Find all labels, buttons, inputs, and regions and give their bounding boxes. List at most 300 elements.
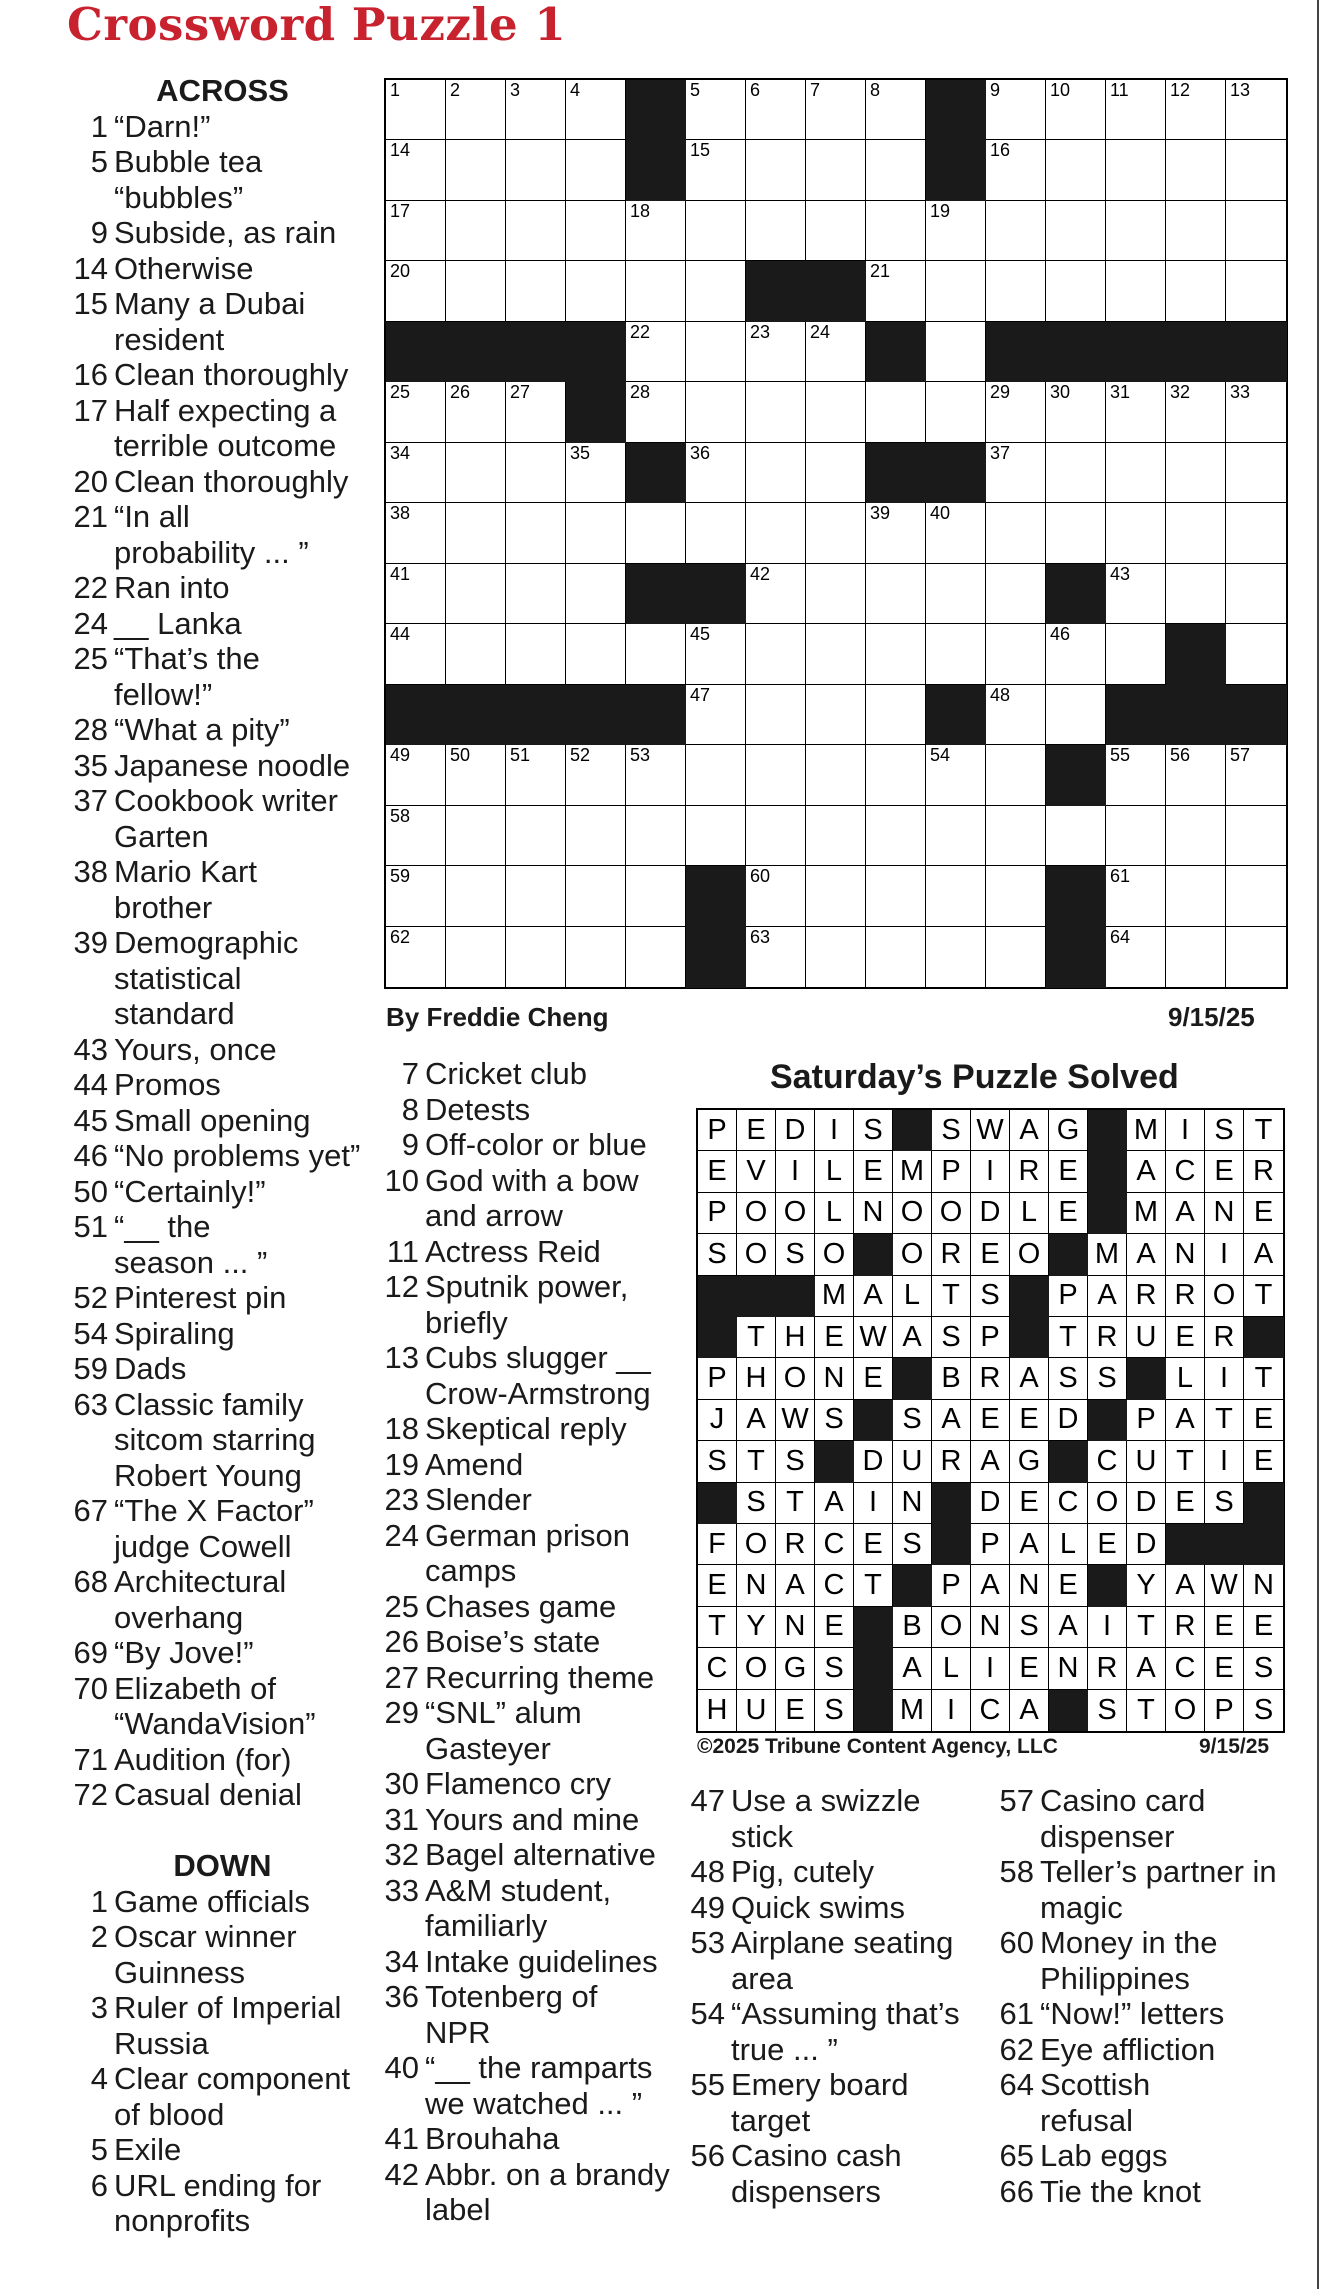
grid-cell[interactable]: [1106, 201, 1166, 261]
solution-cell: [698, 1151, 737, 1192]
grid-cell[interactable]: [806, 685, 866, 745]
clue-number: [70, 961, 108, 997]
grid-cell[interactable]: [986, 382, 1046, 442]
grid-cell[interactable]: [626, 745, 686, 805]
grid-cell[interactable]: [866, 261, 926, 321]
grid-cell[interactable]: [1046, 382, 1106, 442]
solution-cell: [815, 1607, 854, 1648]
grid-cell[interactable]: [1226, 866, 1286, 926]
grid-cell[interactable]: [1046, 503, 1106, 563]
grid-cell[interactable]: [626, 322, 686, 382]
solution-letter: G: [783, 1651, 807, 1684]
grid-cell[interactable]: [566, 503, 626, 563]
solution-letter: O: [744, 1527, 768, 1560]
grid-cell[interactable]: [686, 443, 746, 503]
grid-cell[interactable]: [446, 201, 506, 261]
grid-cell[interactable]: [746, 80, 806, 140]
grid-cell[interactable]: [386, 140, 446, 200]
grid-cell[interactable]: [1106, 745, 1166, 805]
grid-cell[interactable]: [386, 866, 446, 926]
down-clue: [996, 2032, 1316, 2068]
clue-number: 53: [630, 745, 651, 766]
across-clue: [70, 1671, 370, 1707]
grid-cell[interactable]: [806, 80, 866, 140]
grid-cell[interactable]: [506, 80, 566, 140]
grid-cell[interactable]: [866, 927, 926, 987]
solution-letter: T: [1254, 1362, 1273, 1395]
solution-letter: P: [980, 1527, 1000, 1560]
grid-cell[interactable]: [986, 745, 1046, 805]
grid-cell[interactable]: [626, 806, 686, 866]
across-clue-continuation: [70, 535, 370, 571]
grid-cell[interactable]: [386, 564, 446, 624]
clue-text: “No problems yet”: [114, 1138, 361, 1173]
grid-cell[interactable]: [506, 382, 566, 442]
solution-cell: [1088, 1276, 1127, 1317]
solution-letter: B: [902, 1610, 922, 1643]
clue-text: Guinness: [114, 1954, 245, 1990]
grid-cell[interactable]: [746, 443, 806, 503]
grid-cell[interactable]: [866, 745, 926, 805]
solution-cell-block: [893, 1110, 933, 1152]
grid-cell[interactable]: [446, 624, 506, 684]
grid-cell[interactable]: [1226, 503, 1286, 563]
clue-text: A&M student,: [425, 1872, 612, 1908]
grid-cell[interactable]: [1226, 382, 1286, 442]
grid-cell[interactable]: [1166, 140, 1226, 200]
grid-cell[interactable]: [566, 624, 626, 684]
grid-cell[interactable]: [926, 806, 986, 866]
clue-number: 24: [810, 321, 831, 342]
grid-cell[interactable]: [506, 261, 566, 321]
solution-letter: P: [941, 1569, 961, 1602]
solution-letter: W: [976, 1113, 1004, 1146]
grid-cell[interactable]: [806, 382, 866, 442]
grid-cell[interactable]: [1166, 80, 1226, 140]
grid-cell[interactable]: [506, 624, 566, 684]
clue-text: Exile: [114, 2132, 182, 2167]
grid-cell[interactable]: [1166, 866, 1226, 926]
grid-cell[interactable]: [446, 382, 506, 442]
down-clue: [381, 1163, 671, 1199]
grid-cell[interactable]: [926, 564, 986, 624]
grid-cell[interactable]: [746, 503, 806, 563]
grid-cell[interactable]: [686, 624, 746, 684]
grid-cell[interactable]: [1106, 382, 1166, 442]
grid-cell[interactable]: [806, 322, 866, 382]
grid-cell[interactable]: [1046, 806, 1106, 866]
grid-cell[interactable]: [1226, 261, 1286, 321]
solution-letter: G: [1017, 1444, 1041, 1477]
grid-cell[interactable]: [386, 927, 446, 987]
grid-cell[interactable]: [386, 261, 446, 321]
grid-cell[interactable]: [986, 80, 1046, 140]
grid-cell[interactable]: [866, 866, 926, 926]
grid-cell[interactable]: [1046, 201, 1106, 261]
grid-cell[interactable]: [746, 624, 806, 684]
grid-cell[interactable]: [1106, 261, 1166, 321]
grid-cell[interactable]: [986, 685, 1046, 745]
grid-cell[interactable]: [446, 564, 506, 624]
across-clue: [70, 783, 370, 819]
solution-cell: [698, 1193, 737, 1234]
solution-cell-block: [932, 1524, 972, 1566]
grid-cell[interactable]: [686, 806, 746, 866]
clue-number: 5: [90, 144, 108, 179]
clue-text: Yours, once: [114, 1031, 277, 1067]
grid-cell[interactable]: [806, 927, 866, 987]
clue-number: 29: [990, 382, 1011, 403]
grid-cell[interactable]: [686, 745, 746, 805]
clue-number: 12: [384, 1269, 419, 1304]
grid-cell[interactable]: [386, 382, 446, 442]
solution-cell-block: [1049, 1690, 1089, 1732]
grid-cell[interactable]: [1226, 140, 1286, 200]
grid-cell[interactable]: [1166, 927, 1226, 987]
grid-cell[interactable]: [926, 503, 986, 563]
grid-cell[interactable]: [986, 443, 1046, 503]
clue-number: 14: [73, 250, 108, 286]
grid-cell[interactable]: [686, 382, 746, 442]
grid-cell[interactable]: [626, 866, 686, 926]
solution-letter: E: [1175, 1320, 1195, 1353]
grid-cell[interactable]: [1046, 443, 1106, 503]
clue-text: area: [731, 1960, 794, 1996]
grid-cell[interactable]: [1166, 382, 1226, 442]
down-clue-list: [70, 1884, 370, 2239]
solution-letter: T: [1215, 1403, 1233, 1436]
solution-cell-block: [737, 1276, 777, 1318]
grid-cell[interactable]: [506, 866, 566, 926]
grid-cell[interactable]: [806, 564, 866, 624]
grid-cell[interactable]: [986, 503, 1046, 563]
grid-cell[interactable]: [386, 443, 446, 503]
grid-cell[interactable]: [746, 685, 806, 745]
solution-cell-block: [1205, 1524, 1245, 1566]
clue-text: Russia: [114, 2025, 209, 2061]
grid-cell[interactable]: [926, 261, 986, 321]
grid-cell[interactable]: [1046, 140, 1106, 200]
grid-cell[interactable]: [1226, 806, 1286, 866]
grid-cell[interactable]: [986, 201, 1046, 261]
grid-cell[interactable]: [566, 80, 626, 140]
grid-cell[interactable]: [1046, 261, 1106, 321]
grid-cell[interactable]: [926, 382, 986, 442]
solution-cell: [737, 1524, 776, 1565]
grid-cell[interactable]: [986, 927, 1046, 987]
grid-cell[interactable]: [566, 745, 626, 805]
clue-text: Cricket club: [425, 1056, 587, 1091]
grid-cell[interactable]: [446, 140, 506, 200]
clue-text: “__ the ramparts: [425, 2050, 653, 2085]
grid-cell[interactable]: [1166, 564, 1226, 624]
grid-cell[interactable]: [806, 866, 866, 926]
clue-number: 17: [390, 200, 411, 221]
grid-cell[interactable]: [566, 866, 626, 926]
solution-letter: A: [980, 1569, 1000, 1602]
down-clue-continuation: [70, 1955, 370, 1991]
grid-cell[interactable]: [1106, 806, 1166, 866]
across-clues: [70, 73, 370, 2239]
grid-cell[interactable]: [866, 140, 926, 200]
grid-cell[interactable]: [626, 261, 686, 321]
solution-cell: [815, 1358, 854, 1399]
grid-cell[interactable]: [806, 745, 866, 805]
clue-number: [381, 1731, 419, 1767]
grid-cell[interactable]: [1226, 80, 1286, 140]
clue-number: 9: [990, 80, 1001, 100]
grid-cell[interactable]: [446, 503, 506, 563]
solution-cell: [1127, 1276, 1166, 1317]
copyright-date: 9/15/25: [1199, 1735, 1270, 1758]
grid-cell[interactable]: [1226, 443, 1286, 503]
solution-letter: S: [1253, 1693, 1274, 1726]
solution-letter: I: [985, 1651, 995, 1684]
solution-letter: U: [745, 1693, 767, 1726]
grid-cell[interactable]: [386, 745, 446, 805]
solution-letter: S: [1097, 1362, 1117, 1395]
grid-cell[interactable]: [866, 806, 926, 866]
grid-cell[interactable]: [1166, 745, 1226, 805]
grid-cell[interactable]: [986, 624, 1046, 684]
solution-cell: [1127, 1151, 1166, 1192]
grid-cell[interactable]: [986, 261, 1046, 321]
grid-cell[interactable]: [626, 927, 686, 987]
grid-cell[interactable]: [1106, 564, 1166, 624]
grid-cell[interactable]: [866, 624, 926, 684]
clue-text: standard: [114, 996, 235, 1031]
grid-cell[interactable]: [926, 927, 986, 987]
grid-cell[interactable]: [1106, 140, 1166, 200]
grid-cell[interactable]: [866, 564, 926, 624]
clue-text: Subside, as rain: [114, 215, 337, 250]
grid-cell[interactable]: [566, 806, 626, 866]
grid-cell[interactable]: [686, 322, 746, 382]
grid-cell[interactable]: [566, 261, 626, 321]
clue-number: 30: [384, 1766, 419, 1801]
grid-cell[interactable]: [566, 564, 626, 624]
grid-cell[interactable]: [686, 80, 746, 140]
grid-cell[interactable]: [806, 624, 866, 684]
grid-cell[interactable]: [566, 927, 626, 987]
grid-cell-block: [626, 80, 687, 141]
solution-letter: R: [784, 1527, 806, 1560]
solution-cell: [1049, 1358, 1088, 1399]
grid-cell[interactable]: [746, 564, 806, 624]
grid-cell[interactable]: [386, 624, 446, 684]
grid-cell[interactable]: [986, 564, 1046, 624]
across-clue-continuation: [70, 1600, 370, 1636]
clue-text: “That’s the: [114, 641, 260, 676]
grid-cell[interactable]: [746, 866, 806, 926]
grid-cell[interactable]: [806, 201, 866, 261]
clue-number: 70: [73, 1670, 108, 1706]
grid-cell[interactable]: [1106, 624, 1166, 684]
grid-cell[interactable]: [986, 866, 1046, 926]
grid-cell[interactable]: [626, 503, 686, 563]
clue-number: 16: [73, 357, 108, 392]
clue-text: Bagel alternative: [425, 1837, 656, 1872]
grid-cell[interactable]: [686, 201, 746, 261]
clue-number: 42: [750, 563, 771, 584]
solution-cell: [1010, 1648, 1049, 1689]
grid-cell[interactable]: [386, 806, 446, 866]
grid-cell[interactable]: [806, 140, 866, 200]
grid-cell[interactable]: [446, 866, 506, 926]
grid-cell[interactable]: [626, 624, 686, 684]
grid-cell[interactable]: [1166, 806, 1226, 866]
solution-letter: I: [868, 1486, 878, 1519]
grid-cell[interactable]: [1166, 503, 1226, 563]
grid-cell[interactable]: [1106, 927, 1166, 987]
grid-cell[interactable]: [926, 322, 986, 382]
grid-cell[interactable]: [806, 503, 866, 563]
clue-number: [70, 1458, 108, 1494]
grid-cell[interactable]: [386, 503, 446, 563]
grid-cell[interactable]: [746, 322, 806, 382]
grid-cell[interactable]: [806, 806, 866, 866]
grid-cell[interactable]: [1046, 685, 1106, 745]
grid-cell[interactable]: [446, 80, 506, 140]
grid-cell[interactable]: [746, 745, 806, 805]
byline: By Freddie Cheng: [386, 1002, 609, 1032]
clue-text: statistical: [114, 960, 242, 996]
grid-cell[interactable]: [686, 685, 746, 745]
solution-cell-block: [1088, 1151, 1128, 1193]
clue-text: Architectural: [114, 1564, 287, 1599]
clue-number: 58: [999, 1854, 1034, 1889]
grid-cell[interactable]: [506, 564, 566, 624]
grid-cell[interactable]: [626, 201, 686, 261]
grid-cell[interactable]: [686, 140, 746, 200]
grid-cell[interactable]: [866, 382, 926, 442]
grid-cell[interactable]: [446, 927, 506, 987]
grid-cell[interactable]: [926, 745, 986, 805]
grid-cell[interactable]: [566, 140, 626, 200]
grid-cell[interactable]: [1106, 80, 1166, 140]
solution-cell: [1166, 1234, 1205, 1275]
clue-number: 47: [690, 1783, 725, 1818]
grid-cell[interactable]: [1046, 624, 1106, 684]
grid-cell[interactable]: [746, 201, 806, 261]
grid-cell[interactable]: [386, 201, 446, 261]
solution-letter: O: [939, 1196, 963, 1229]
grid-cell[interactable]: [686, 261, 746, 321]
solution-letter: E: [707, 1155, 727, 1188]
grid-cell[interactable]: [506, 140, 566, 200]
grid-cell[interactable]: [506, 745, 566, 805]
down-clue-continuation: [381, 1908, 671, 1944]
clue-number: 28: [630, 382, 651, 403]
solution-letter: A: [1019, 1693, 1039, 1726]
grid-cell[interactable]: [386, 80, 446, 140]
grid-cell[interactable]: [986, 806, 1046, 866]
solution-cell: [1127, 1524, 1166, 1565]
grid-cell-block: [686, 564, 747, 625]
grid-cell[interactable]: [446, 443, 506, 503]
grid-cell[interactable]: [926, 624, 986, 684]
grid-cell[interactable]: [746, 382, 806, 442]
grid-cell[interactable]: [1106, 443, 1166, 503]
clue-text: sitcom starring: [114, 1422, 316, 1457]
grid-cell[interactable]: [1166, 261, 1226, 321]
solution-letter: I: [1219, 1444, 1229, 1477]
solution-cell-block: [932, 1483, 972, 1525]
solution-cell: [854, 1524, 893, 1565]
grid-cell[interactable]: [746, 140, 806, 200]
clue-number: 35: [73, 747, 108, 783]
grid-cell[interactable]: [926, 201, 986, 261]
clue-text: Small opening: [114, 1102, 311, 1138]
grid-cell[interactable]: [1226, 564, 1286, 624]
grid-cell[interactable]: [1226, 927, 1286, 987]
grid-cell[interactable]: [1166, 201, 1226, 261]
solution-letter: S: [1214, 1486, 1234, 1519]
grid-cell[interactable]: [506, 503, 566, 563]
grid-cell[interactable]: [566, 443, 626, 503]
down-clue: [381, 1518, 671, 1554]
grid-cell[interactable]: [1226, 201, 1286, 261]
grid-cell[interactable]: [686, 503, 746, 563]
solution-letter: E: [863, 1527, 883, 1560]
grid-cell[interactable]: [926, 866, 986, 926]
solution-cell: [854, 1193, 893, 1234]
clue-number: 49: [690, 1889, 725, 1925]
grid-cell[interactable]: [506, 927, 566, 987]
clue-number: 16: [990, 140, 1011, 161]
grid-cell[interactable]: [806, 443, 866, 503]
grid-cell[interactable]: [1106, 503, 1166, 563]
grid-cell[interactable]: [446, 806, 506, 866]
grid-cell[interactable]: [986, 140, 1046, 200]
clue-text: __ Lanka: [114, 605, 242, 641]
grid-cell[interactable]: [1166, 443, 1226, 503]
grid-cell[interactable]: [746, 806, 806, 866]
grid-cell[interactable]: [446, 261, 506, 321]
solution-cell: [971, 1317, 1010, 1358]
clue-number: 64: [999, 2067, 1034, 2102]
grid-cell[interactable]: [866, 201, 926, 261]
grid-cell[interactable]: [1046, 80, 1106, 140]
solution-letter: T: [708, 1610, 726, 1643]
down-clue-continuation: [996, 1890, 1316, 1926]
grid-cell[interactable]: [866, 503, 926, 563]
grid-cell[interactable]: [506, 443, 566, 503]
page-edge-rule: [1317, 0, 1319, 2289]
grid-cell[interactable]: [866, 685, 926, 745]
solution-cell: [971, 1276, 1010, 1317]
grid-cell[interactable]: [566, 201, 626, 261]
grid-cell[interactable]: [506, 806, 566, 866]
grid-cell[interactable]: [626, 382, 686, 442]
grid-cell[interactable]: [1106, 866, 1166, 926]
grid-cell[interactable]: [1226, 745, 1286, 805]
grid-cell-block: [1046, 322, 1107, 383]
solution-letter: A: [1097, 1279, 1117, 1312]
solution-cell-block: [854, 1648, 894, 1690]
grid-cell[interactable]: [746, 927, 806, 987]
solution-letter: A: [1058, 1610, 1078, 1643]
across-clue: [70, 1635, 370, 1671]
grid-cell[interactable]: [866, 80, 926, 140]
clue-text: refusal: [1040, 2102, 1134, 2138]
clue-number: 54: [690, 1996, 725, 2031]
grid-cell[interactable]: [506, 201, 566, 261]
solution-letter: B: [941, 1362, 961, 1395]
solution-letter: E: [1175, 1486, 1195, 1519]
grid-cell[interactable]: [1226, 624, 1286, 684]
grid-cell[interactable]: [446, 745, 506, 805]
